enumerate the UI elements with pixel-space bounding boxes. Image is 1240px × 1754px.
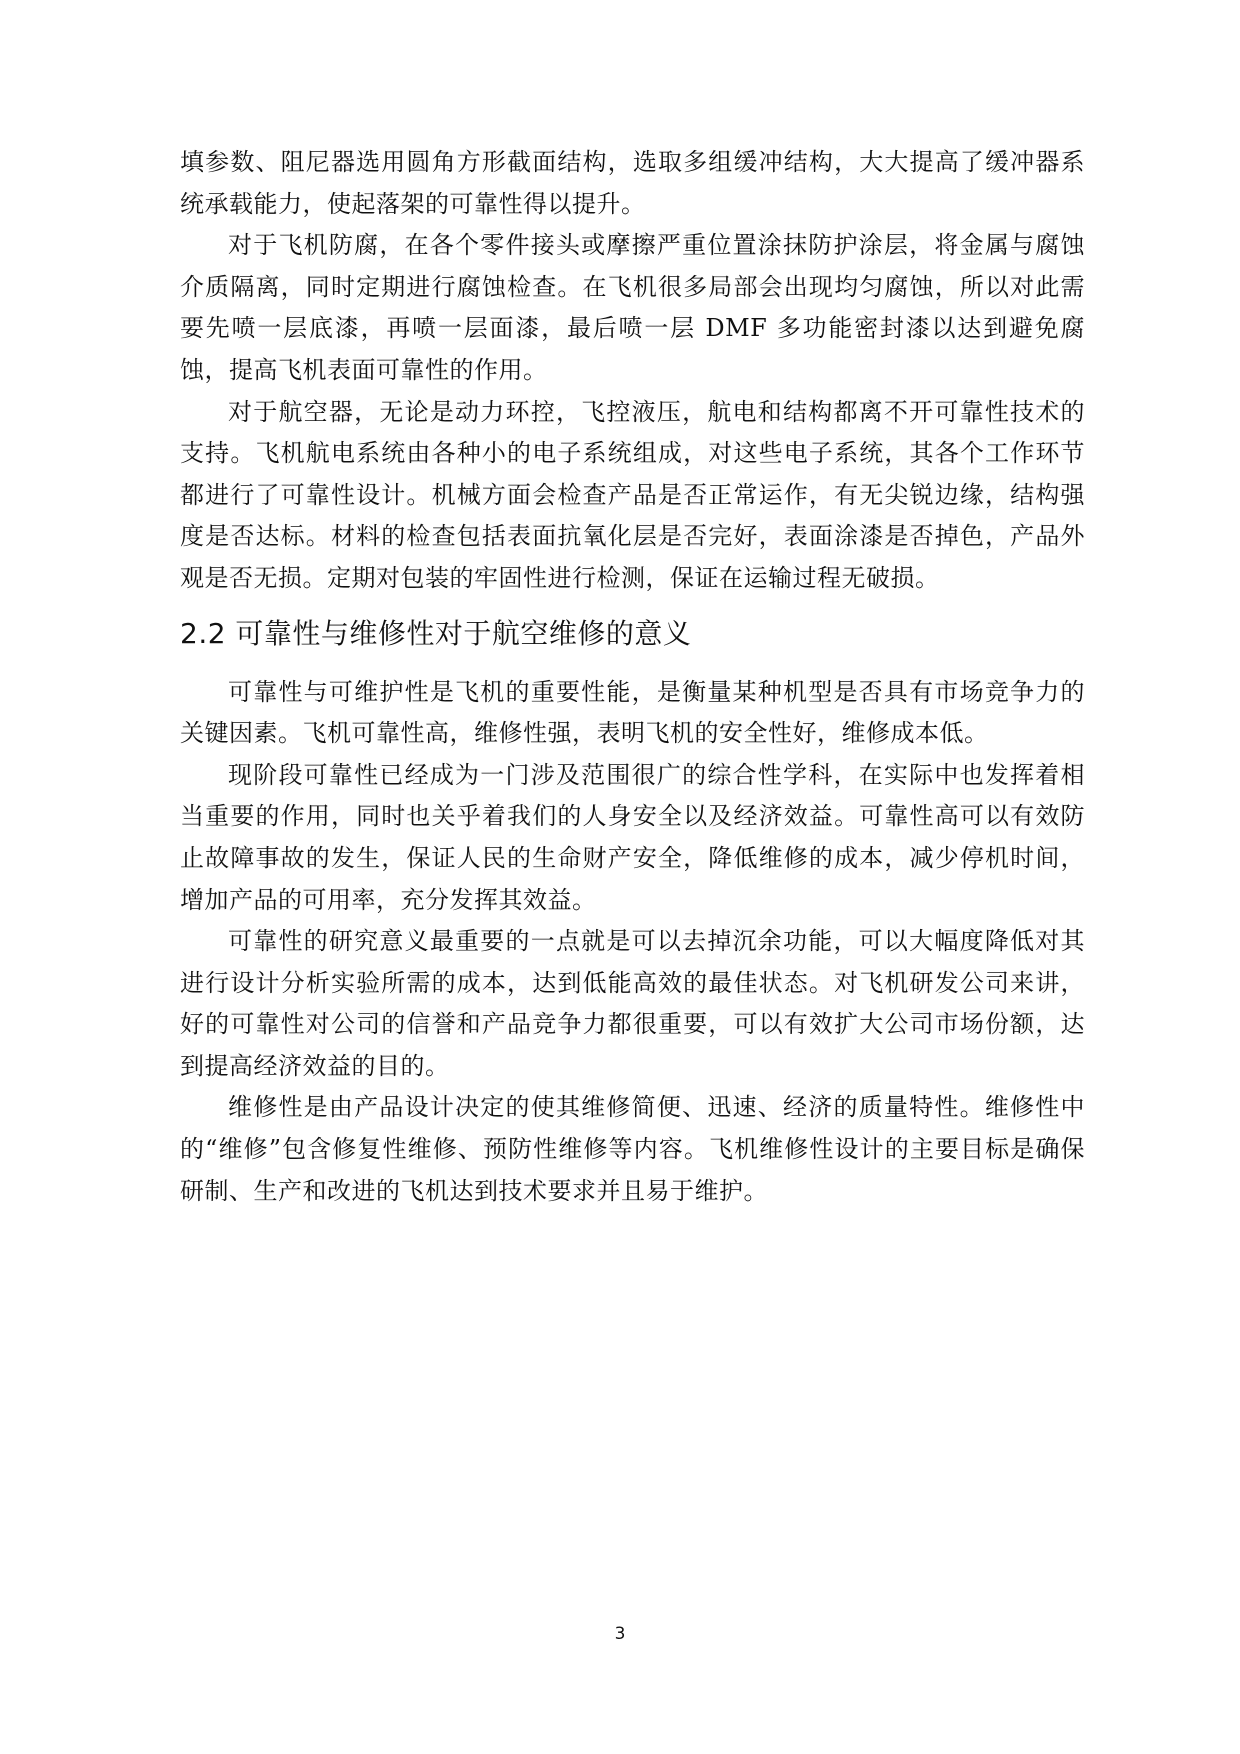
paragraph-research-significance: 可靠性的研究意义最重要的一点就是可以去掉沉余功能，可以大幅度降低对其进行设计分析实验所需的成本，达到低能高效的最佳状态。对飞机研发公司来讲，好的可靠性对公司的信誉和产品竞争力都很重要，可以有效扩大公司市场份额，达到提高经济效益的目的。 [180,927,1085,1080]
paragraph-maintainability-definition: 维修性是由产品设计决定的使其维修简便、迅速、经济的质量特性。维修性中的“维修”包含修复性维修、预防性维修等内容。飞机维修性设计的主要目标是确保研制、生产和改进的飞机达到技术要求并且易于维护。 [180,1093,1085,1205]
paragraph-reliability-discipline: 现阶段可靠性已经成为一门涉及范围很广的综合性学科，在实际中也发挥着相当重要的作用，同时也关乎着我们的人身安全以及经济效益。可靠性高可以有效防止故障事故的发生，保证人民的生命财产安全，降低维修的成本，减少停机时间，增加产品的可用率，充分发挥其效益。 [180,760,1085,914]
page-content [180,142,1085,1212]
paragraph-continuation: 填参数、阻尼器选用圆角方形截面结构，选取多组缓冲结构，大大提高了缓冲器系统承载能力，使起落架的可靠性得以提升。 [180,148,1085,218]
paragraph-maintainability-importance: 可靠性与可维护性是飞机的重要性能，是衡量某种机型是否具有市场竞争力的关键因素。飞机可靠性高，维修性强，表明飞机的安全性好，维修成本低。 [180,677,1085,748]
paragraph-aircraft-reliability: 对于航空器，无论是动力环控，飞控液压，航电和结构都离不开可靠性技术的支持。飞机航电系统由各种小的电子系统组成，对这些电子系统，其各个工作环节都进行了可靠性设计。机械方面会检查产品是否正常运作，有无尖锐边缘，结构强度是否达标。材料的检查包括表面抗氧化层是否完好，表面涂漆是否掉色，产品外观是否无损。定期对包装的牢固性进行检测，保证在运输过程无破损。 [180,397,1085,592]
section-heading: 2.2 可靠性与维修性对于航空维修的意义 [180,616,692,650]
paragraph-anticorrosion: 对于飞机防腐，在各个零件接头或摩擦严重位置涂抹防护涂层，将金属与腐蚀介质隔离，同时定期进行腐蚀检查。在飞机很多局部会出现均匀腐蚀，所以对此需要先喷一层底漆，再喷一层面漆，最后喷一层 DMF 多功能密封漆以达到避免腐蚀，提高飞机表面可靠性的作用。 [180,231,1085,384]
page-number: 3 [614,1624,626,1644]
